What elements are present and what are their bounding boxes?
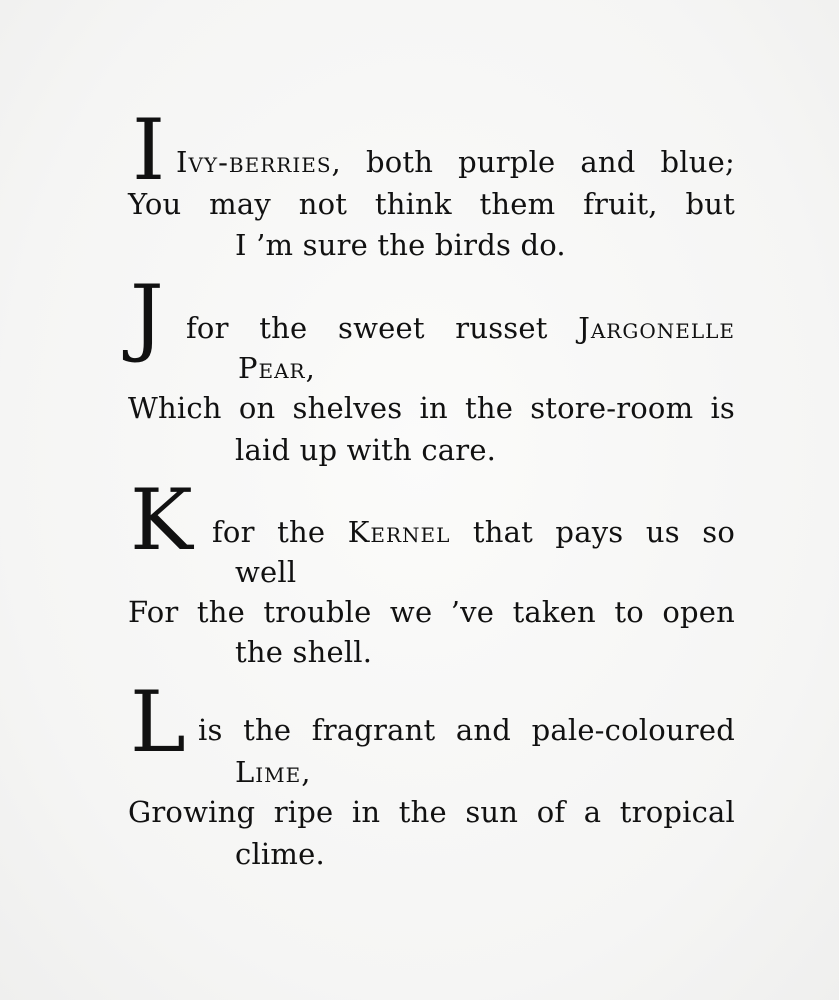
verse-line: laid up with care. xyxy=(235,433,497,467)
verse-line: Pear, xyxy=(238,351,316,385)
verse-line: is the fragrant and pale-coloured xyxy=(198,713,735,747)
verse-line: clime. xyxy=(235,837,325,871)
drop-cap-l: L xyxy=(130,673,186,771)
drop-cap-j: J xyxy=(130,267,164,365)
verse-line: Which on shelves in the store-room is xyxy=(128,391,735,425)
verse-line: For the trouble we ’ve taken to open xyxy=(128,595,735,629)
verse-line: Growing ripe in the sun of a tropical xyxy=(128,795,735,829)
verse-line: well xyxy=(235,555,297,589)
verse-line: the shell. xyxy=(235,635,373,669)
verse-line: You may not think them fruit, but xyxy=(128,187,735,221)
drop-cap-i: I xyxy=(132,101,166,199)
verse-line: for the Kernel that pays us so xyxy=(212,515,735,549)
verse-line: Ivy-berries, both purple and blue; xyxy=(176,145,735,179)
drop-cap-k: K xyxy=(130,471,193,569)
verse-line: Lime, xyxy=(235,755,311,789)
verse-line: for the sweet russet Jargonelle xyxy=(186,311,735,345)
verse-line: I ’m sure the birds do. xyxy=(235,228,566,262)
